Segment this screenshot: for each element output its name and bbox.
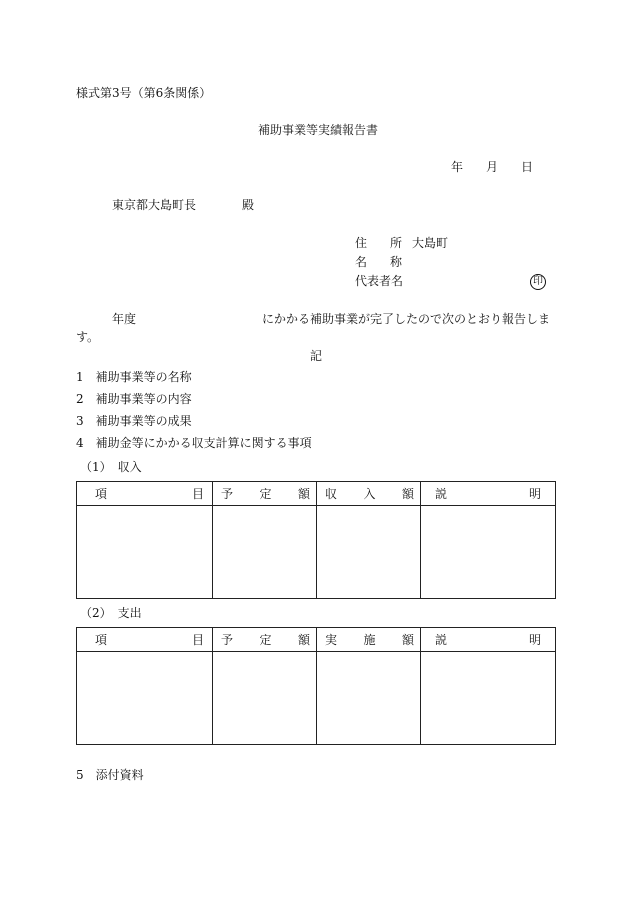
header-income-amount: 収 入 額 <box>317 482 421 505</box>
addressee-name: 東京都大島町長 <box>112 198 197 212</box>
item-number: 4 <box>76 436 84 450</box>
income-table <box>76 481 556 599</box>
item-5 <box>76 769 144 781</box>
item-text: 補助事業等の成果 <box>95 414 192 428</box>
expense-explanation-cell[interactable] <box>421 652 555 744</box>
item-number: 2 <box>76 392 84 406</box>
expense-table-header <box>77 628 555 652</box>
address-value: 大島町 <box>412 236 449 250</box>
expense-planned-cell[interactable] <box>213 652 317 744</box>
date-year: 年 <box>451 160 464 174</box>
item-number: 3 <box>76 414 84 428</box>
item-text: 補助金等にかかる収支計算に関する事項 <box>95 436 312 450</box>
expense-table <box>76 627 556 745</box>
header-planned-amount: 予 定 額 <box>213 482 317 505</box>
fiscal-year-label: 年度 <box>112 312 137 326</box>
representative-label: 代表者名 <box>355 274 404 288</box>
income-amount-cell[interactable] <box>317 506 421 598</box>
body-text-line2: す。 <box>76 330 100 344</box>
name-label-2: 称 <box>390 255 403 269</box>
seal-mark <box>530 274 546 290</box>
address-label-2: 所 <box>390 236 403 250</box>
address-label-1: 住 <box>355 236 368 250</box>
header-planned-amount: 予 定 額 <box>213 628 317 651</box>
income-label: （1） 収入 <box>80 460 142 474</box>
expense-label: （2） 支出 <box>80 606 142 620</box>
income-item-cell[interactable] <box>77 506 213 598</box>
seal-text: 印 <box>533 276 543 287</box>
item-1 <box>76 371 192 383</box>
item-text: 添付資料 <box>95 768 144 782</box>
document-title: 補助事業等実績報告書 <box>258 123 379 137</box>
income-table-header <box>77 482 555 506</box>
item-4 <box>76 437 312 449</box>
expense-table-body <box>77 652 555 744</box>
date-month: 月 <box>486 160 499 174</box>
ki-marker: 記 <box>310 349 323 363</box>
expense-executed-cell[interactable] <box>317 652 421 744</box>
name-label-1: 名 <box>355 255 368 269</box>
date-day: 日 <box>521 160 534 174</box>
body-text-line1: にかかる補助事業が完了したので次のとおり報告しま <box>262 312 551 326</box>
income-explanation-cell[interactable] <box>421 506 555 598</box>
header-item: 項 目 <box>77 482 213 505</box>
header-explanation: 説 明 <box>435 486 541 501</box>
item-3 <box>76 415 192 427</box>
expense-item-cell[interactable] <box>77 652 213 744</box>
item-number: 1 <box>76 370 84 384</box>
income-planned-cell[interactable] <box>213 506 317 598</box>
item-2 <box>76 393 192 405</box>
form-number: 様式第3号（第6条関係） <box>76 86 212 100</box>
addressee-honorific: 殿 <box>242 198 255 212</box>
item-text: 補助事業等の名称 <box>95 370 192 384</box>
header-executed-amount: 実 施 額 <box>317 628 421 651</box>
header-explanation: 説 明 <box>435 632 541 647</box>
income-table-body <box>77 506 555 598</box>
header-item: 項 目 <box>77 628 213 651</box>
item-text: 補助事業等の内容 <box>95 392 192 406</box>
item-number: 5 <box>76 768 84 782</box>
